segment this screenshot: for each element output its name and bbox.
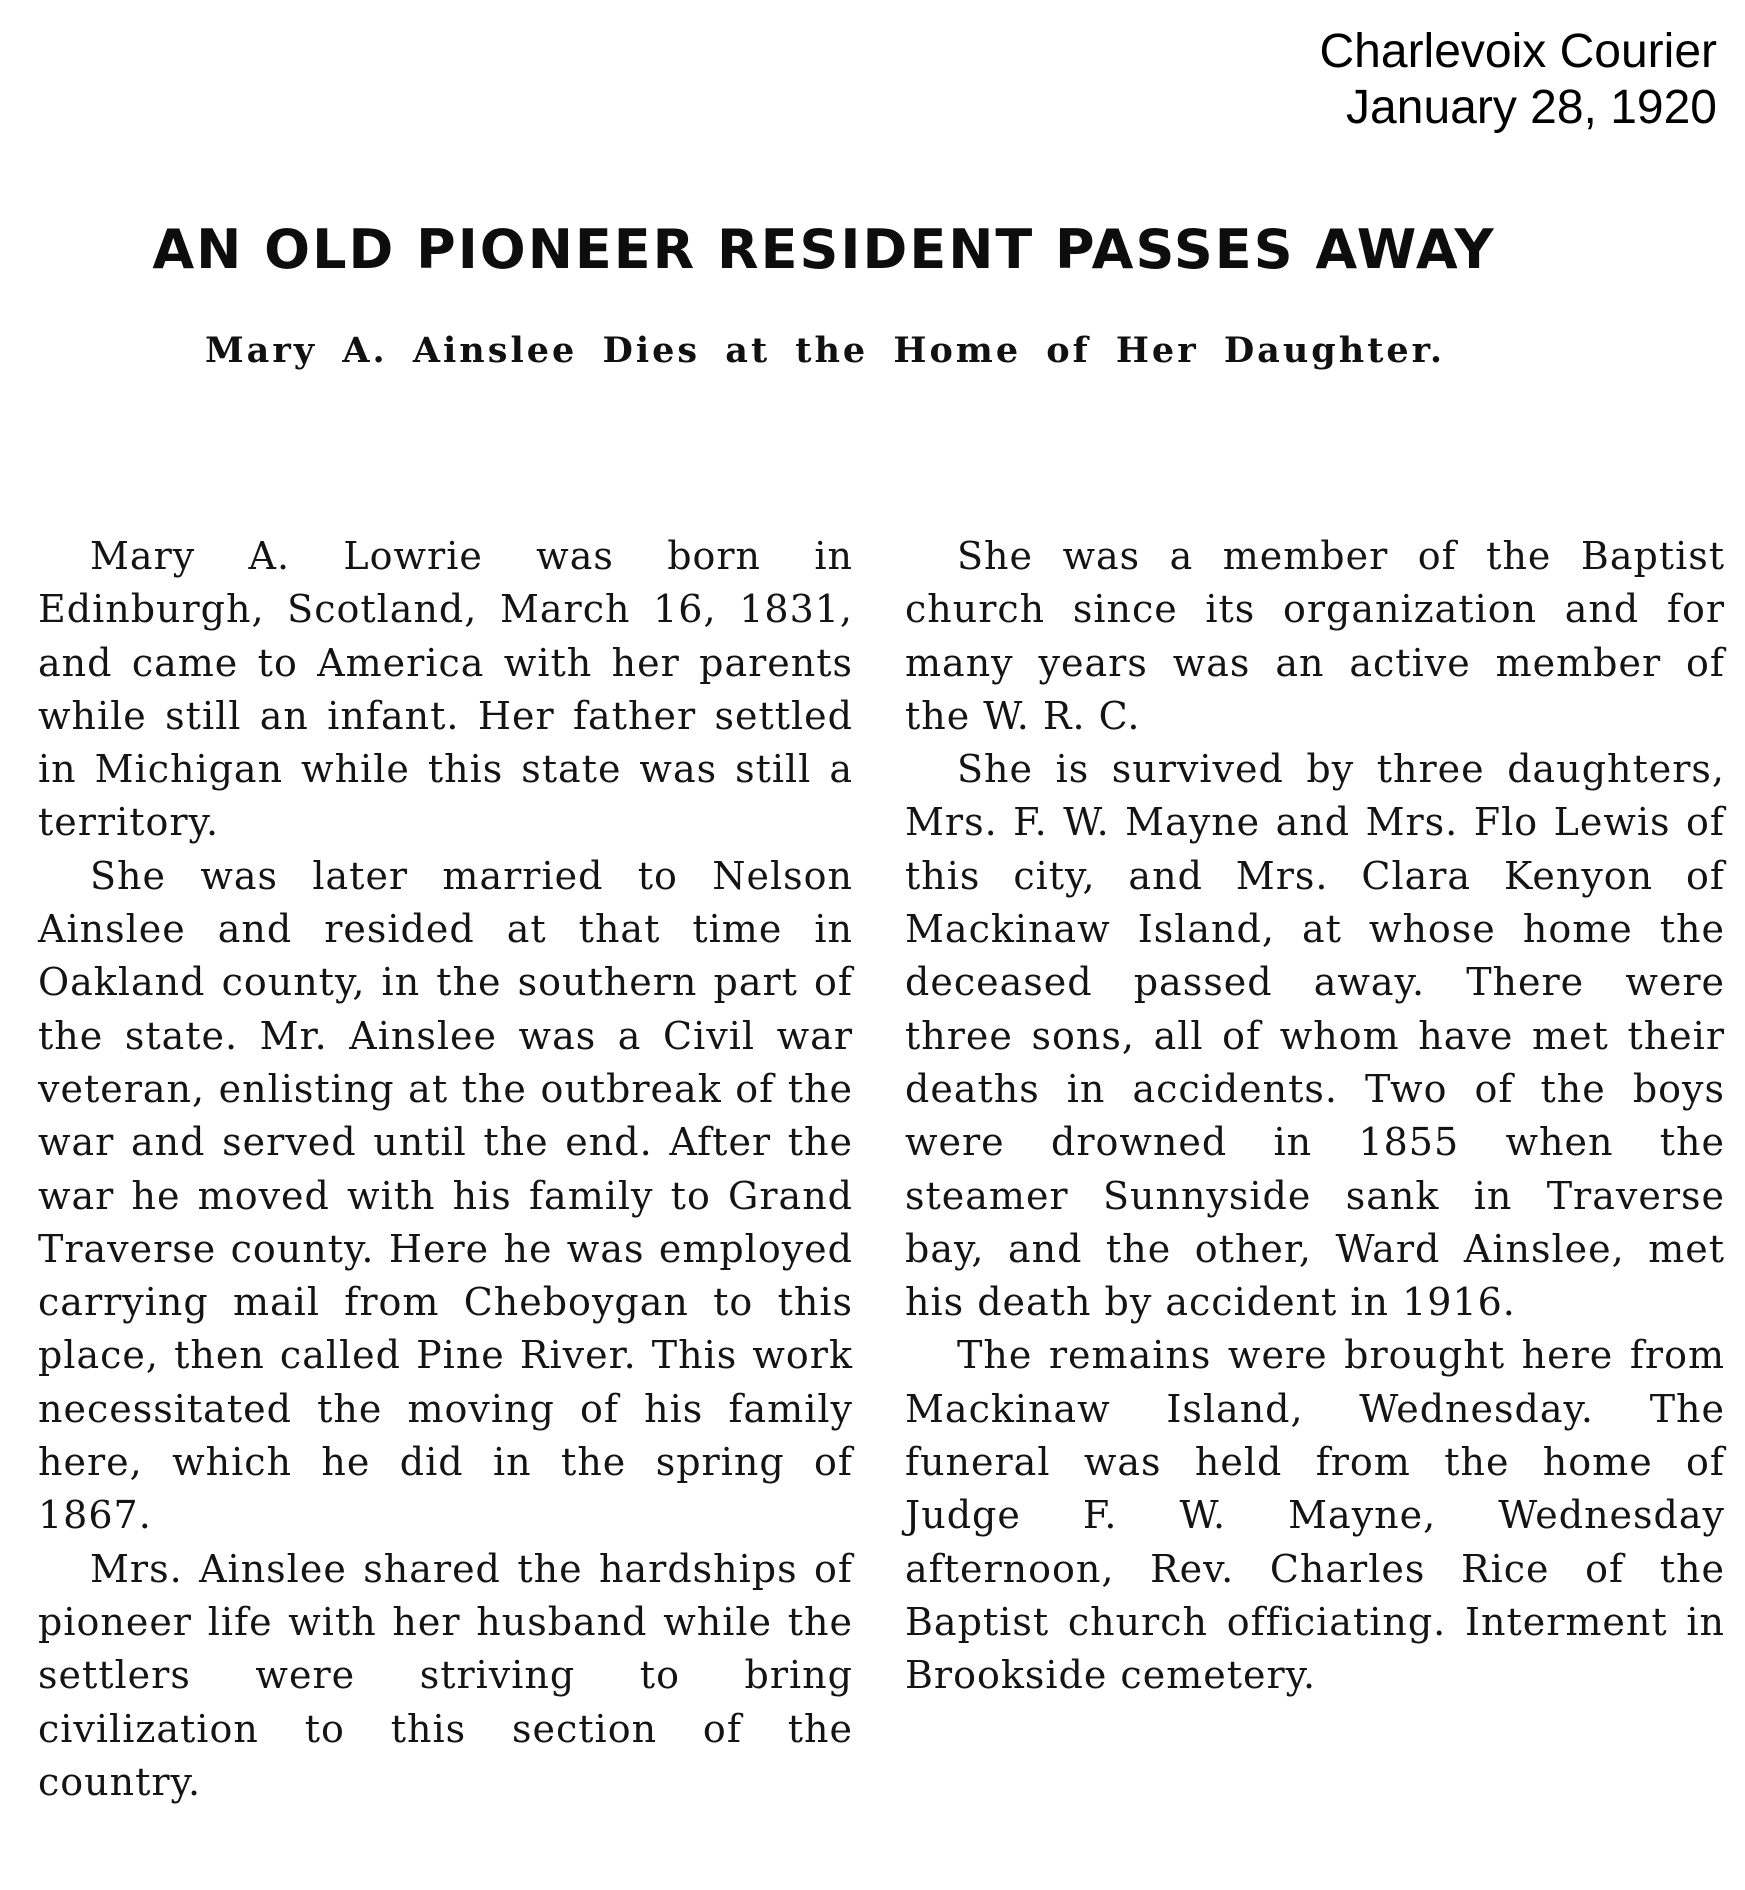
article-headline: AN OLD PIONEER RESIDENT PASSES AWAY xyxy=(152,218,1496,281)
paragraph-survivors: She is survived by three daughters, Mrs. F. W. Mayne and Mrs. Flo Lewis of this city, and Mrs. Clara Kenyon of Mackinaw Island, at whose home the deceased passed away. There were three sons, all of whom have met their deaths in accidents. Two of the boys were drowned in 1855 when the steamer Sunnyside sank in Traverse bay, and the other, Ward Ainslee, met his death by accident in 1916. xyxy=(905,747,1725,1325)
article-left-column xyxy=(38,530,853,1809)
paragraph-pioneer-life: Mrs. Ainslee shared the hardships of pioneer life with her husband while the settlers were striving to bring civilization to this section of the country. xyxy=(38,1546,853,1804)
article-right-column xyxy=(905,530,1725,1703)
source-citation xyxy=(1320,24,1717,136)
publication-name: Charlevoix Courier xyxy=(1319,25,1717,78)
paragraph-marriage: She was later married to Nelson Ainslee and resided at that time in Oakland county, in the southern part of the state. Mr. Ainslee was a Civil war veteran, enlisting at the outbreak of the war and served until the end. After the war he moved with his family to Grand Traverse county. Here he was employed carrying mail from Cheboygan to this place, then called Pine River. This work necessitated the moving of his family here, which he did in the spring of 1867. xyxy=(38,853,853,1538)
paragraph-church: She was a member of the Baptist church since its organization and for many years was an active member of the W. R. C. xyxy=(905,534,1725,738)
paragraph-funeral: The remains were brought here from Mackinaw Island, Wednesday. The funeral was held from the home of Judge F. W. Mayne, Wednesday afternoon, Rev. Charles Rice of the Baptist church officiating. Interment in Brookside cemetery. xyxy=(905,1333,1725,1698)
paragraph-birth: Mary A. Lowrie was born in Edinburgh, Scotland, March 16, 1831, and came to America with her parents while still an infant. Her father settled in Michigan while this state was still a territory. xyxy=(38,534,853,845)
article-subheadline: Mary A. Ainslee Dies at the Home of Her Daughter. xyxy=(204,330,1446,371)
publication-date: January 28, 1920 xyxy=(1346,81,1717,134)
